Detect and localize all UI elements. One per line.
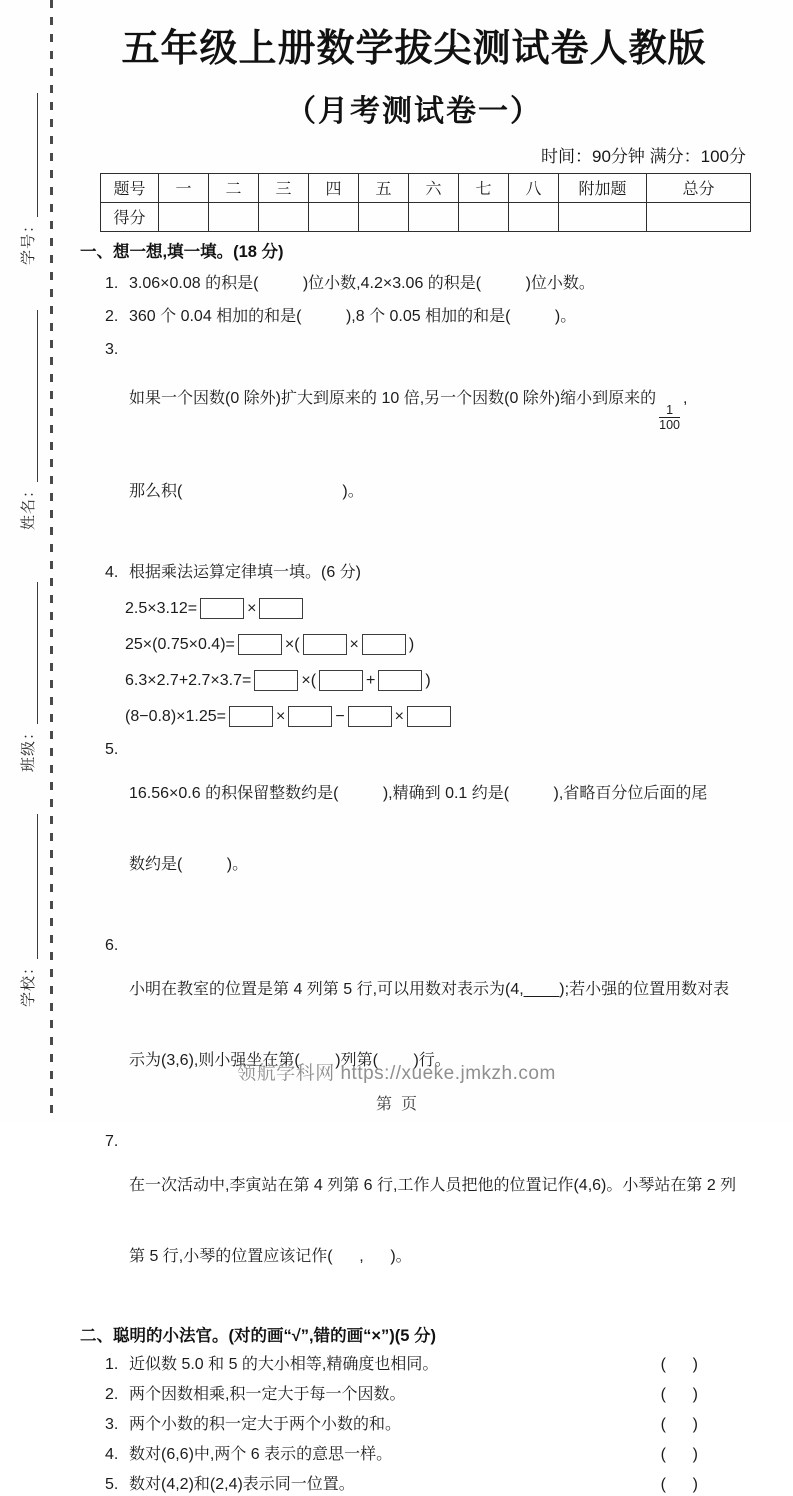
equation-operator: ×	[349, 635, 359, 653]
question-number: 4.	[105, 564, 119, 582]
section1-heading: 一、想一想,填一填。(18 分)	[80, 242, 284, 261]
name-blank-line	[24, 310, 38, 482]
question-7	[105, 1131, 748, 1316]
question-number: 6.	[105, 937, 119, 955]
equation-operator: )	[425, 671, 431, 689]
page-title: 五年级上册数学拔尖测试卷人教版	[121, 28, 707, 70]
question-line: 那么积( )。	[129, 483, 364, 501]
question-text	[129, 739, 748, 924]
answer-bracket: ( )	[660, 1386, 698, 1404]
equation-1	[125, 597, 748, 620]
fraction-numerator: 1	[659, 403, 680, 418]
score-table-header-row	[101, 173, 751, 202]
answer-bracket: ( )	[660, 1476, 698, 1494]
question-line: 16.56×0.6 的积保留整数约是( ),精确到 0.1 约是( ),省略百分位后面的尾	[129, 785, 708, 803]
score-cell	[209, 202, 259, 231]
question-number: 3.	[105, 340, 119, 358]
question-line: 数约是( )。	[129, 856, 249, 874]
question-4	[105, 562, 748, 584]
judge-text: 近似数 5.0 和 5 的大小相等,精确度也相同。	[129, 1356, 439, 1374]
student-id-blank-line	[24, 93, 38, 217]
score-cell	[509, 202, 559, 231]
page-footer	[0, 1058, 793, 1114]
score-col-header: 附加题	[559, 173, 647, 202]
question-text-segment: ,	[683, 389, 688, 407]
fill-box	[348, 706, 392, 727]
score-col-header: 八	[509, 173, 559, 202]
judge-item-3	[105, 1414, 748, 1436]
score-col-header: 一	[159, 173, 209, 202]
page-subtitle: （月考测试卷一）	[286, 94, 542, 128]
question-5	[105, 739, 748, 924]
fill-box	[288, 706, 332, 727]
question-number: 3.	[105, 1416, 119, 1434]
question-number: 2.	[105, 1386, 119, 1404]
question-number: 2.	[105, 307, 119, 325]
score-cell	[647, 202, 751, 231]
watermark-site: 领航学科网 https://xueke.jmkzh.com	[237, 1063, 556, 1084]
question-number: 5.	[105, 741, 119, 759]
question-1	[105, 273, 748, 295]
class-blank-line	[24, 582, 38, 724]
answer-bracket: ( )	[660, 1446, 698, 1464]
equation-2	[125, 633, 748, 656]
judge-text: 两个因数相乘,积一定大于每一个因数。	[129, 1386, 406, 1404]
equation-lhs: (8−0.8)×1.25=	[125, 707, 226, 725]
exam-meta: 时间：90分钟 满分：100分	[541, 146, 746, 166]
score-cell	[159, 202, 209, 231]
name-label: 姓名：	[20, 481, 37, 530]
question-line: 在一次活动中,李寅站在第 4 列第 6 行,工作人员把他的位置记作(4,6)。小琴站在第 2 列	[129, 1177, 737, 1195]
score-col-header: 六	[409, 173, 459, 202]
question-line	[129, 383, 748, 433]
equation-operator: ×(	[284, 635, 300, 653]
class-label: 班级：	[20, 723, 37, 772]
score-col-header: 题号	[101, 173, 159, 202]
question-line: 第 5 行,小琴的位置应该记作( , )。	[129, 1248, 412, 1266]
score-col-header: 五	[359, 173, 409, 202]
score-col-header: 三	[259, 173, 309, 202]
equation-4	[125, 705, 748, 728]
section2-heading: 二、聪明的小法官。(对的画“√”,错的画“×”)(5 分)	[80, 1327, 437, 1346]
question-2	[105, 306, 748, 328]
question-line: 示为(3,6),则小强坐在第( )列第( )行。	[129, 1052, 451, 1070]
judge-item-4	[105, 1444, 748, 1466]
score-cell	[309, 202, 359, 231]
judge-text: 数对(6,6)中,两个 6 表示的意思一样。	[129, 1446, 393, 1464]
score-cell	[259, 202, 309, 231]
equation-operator: ×	[275, 707, 286, 725]
question-text-segment: 如果一个因数(0 除外)扩大到原来的 10 倍,另一个因数(0 除外)缩小到原来的	[129, 389, 657, 407]
school-blank-line	[24, 814, 38, 959]
page-number: 第 页	[376, 1096, 417, 1113]
fill-box	[254, 670, 298, 691]
fill-box	[319, 670, 363, 691]
fraction-denominator: 100	[659, 417, 680, 432]
question-3	[105, 339, 748, 552]
judge-item-5	[105, 1474, 748, 1496]
question-number: 7.	[105, 1133, 119, 1151]
answer-bracket: ( )	[660, 1356, 698, 1374]
score-col-header: 二	[209, 173, 259, 202]
answer-bracket: ( )	[660, 1416, 698, 1434]
question-text: 360 个 0.04 相加的和是( ),8 个 0.05 相加的和是( )。	[129, 307, 577, 325]
equation-operator: ×	[247, 599, 257, 617]
seal-dashed-line	[50, 0, 53, 1122]
judge-item-2	[105, 1384, 748, 1406]
score-col-header: 总分	[647, 173, 751, 202]
student-id-label: 学号：	[20, 216, 37, 265]
paper-content	[80, 26, 748, 1496]
score-col-header: 四	[309, 173, 359, 202]
question-text: 3.06×0.08 的积是( )位小数,4.2×3.06 的积是( )位小数。	[129, 274, 595, 292]
equation-operator: )	[408, 635, 415, 653]
question-number: 5.	[105, 1476, 119, 1494]
equation-operator: +	[366, 671, 376, 689]
score-table	[100, 173, 751, 232]
fill-box	[303, 634, 347, 655]
equation-lhs: 25×(0.75×0.4)=	[125, 635, 235, 653]
student-info-sidebar	[12, 17, 38, 1112]
fill-box	[407, 706, 451, 727]
score-cell	[359, 202, 409, 231]
equation-operator: ×(	[301, 671, 317, 689]
score-cell	[459, 202, 509, 231]
fill-box	[259, 598, 303, 619]
fill-box	[229, 706, 273, 727]
judge-item-1	[105, 1354, 748, 1376]
score-table-score-row	[101, 202, 751, 231]
fill-box	[238, 634, 282, 655]
question-text: 根据乘法运算定律填一填。(6 分)	[129, 564, 362, 582]
fill-box	[200, 598, 244, 619]
equation-operator: ×	[394, 707, 404, 725]
score-cell	[409, 202, 459, 231]
school-label: 学校：	[20, 958, 37, 1007]
score-row-label: 得分	[101, 202, 159, 231]
equation-lhs: 6.3×2.7+2.7×3.7=	[125, 671, 252, 689]
judge-text: 数对(4,2)和(2,4)表示同一位置。	[129, 1476, 355, 1494]
score-col-header: 七	[459, 173, 509, 202]
equation-lhs: 2.5×3.12=	[125, 599, 198, 617]
score-cell	[559, 202, 647, 231]
fill-box	[378, 670, 422, 691]
equation-operator: −	[335, 707, 345, 725]
question-number: 1.	[105, 1356, 119, 1374]
question-number: 4.	[105, 1446, 119, 1464]
equation-3	[125, 669, 748, 692]
question-line: 小明在教室的位置是第 4 列第 5 行,可以用数对表示为(4,____);若小强的位置用数对表	[129, 981, 730, 999]
question-text	[129, 1131, 748, 1316]
fill-box	[362, 634, 406, 655]
question-text	[129, 339, 748, 552]
question-number: 1.	[105, 274, 119, 292]
judge-text: 两个小数的积一定大于两个小数的和。	[129, 1416, 402, 1434]
fraction	[659, 403, 680, 433]
